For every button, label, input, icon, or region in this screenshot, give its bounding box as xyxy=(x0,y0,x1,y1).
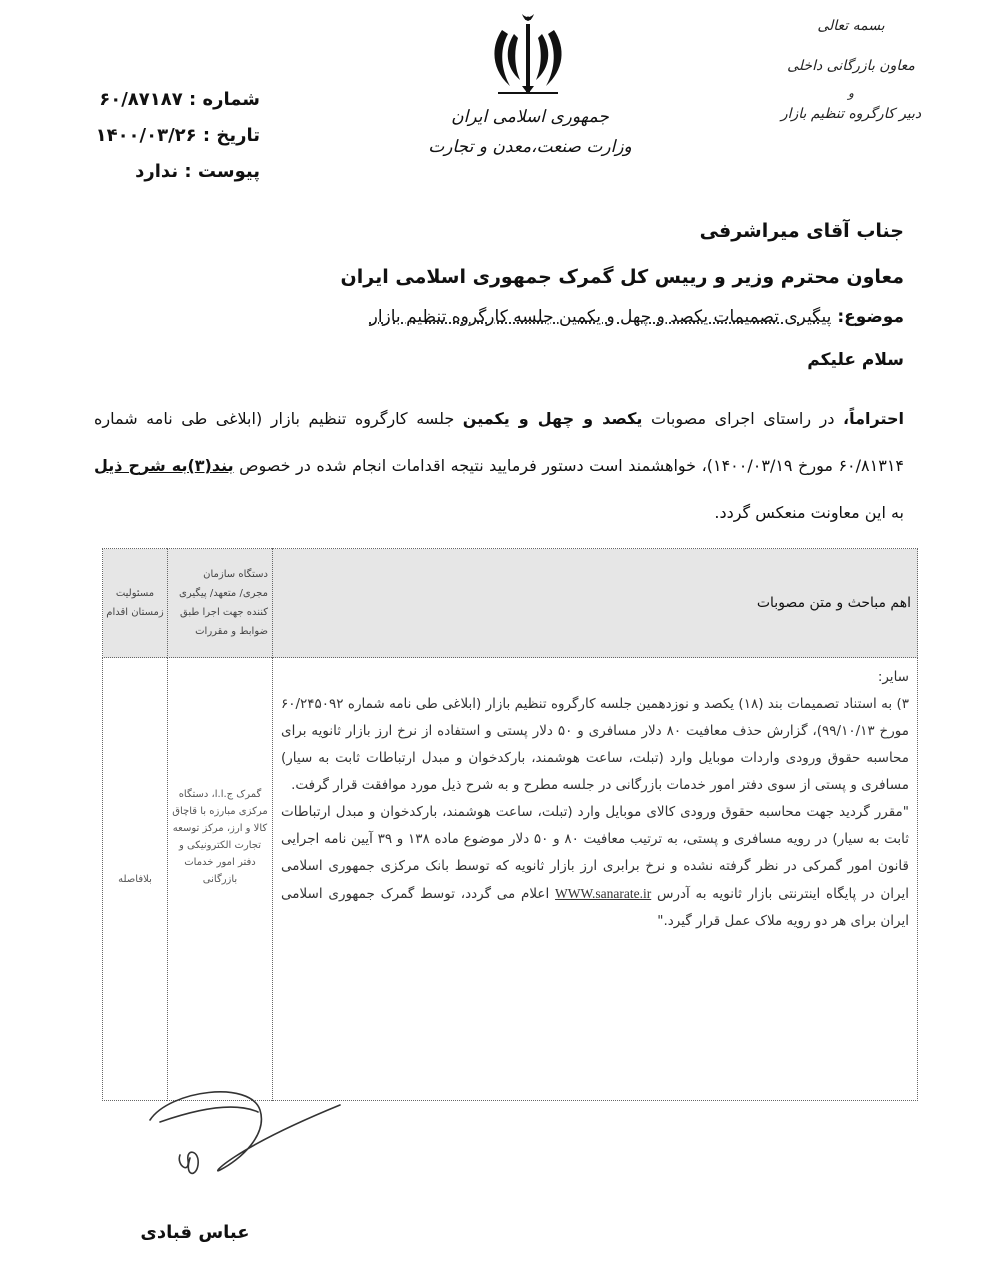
subject-line xyxy=(84,302,904,332)
sanarate-link[interactable]: WWW.sanarate.ir xyxy=(555,886,652,901)
addressee-title: معاون محترم وزیر و رییس کل گمرک جمهوری اسلامی ایران xyxy=(340,266,904,288)
row-resp-cell: بلافاصله xyxy=(103,658,168,1101)
handwritten-line-3: و xyxy=(848,86,854,100)
letter-number-label: شماره : xyxy=(189,89,260,110)
letter-attachment-label: پیوست : xyxy=(184,161,260,182)
body-bold-session: یکصد و چهل و یکمین xyxy=(462,409,643,428)
body-text-1: در راستای اجرای مصوبات xyxy=(642,409,844,428)
letter-attachment-value: ندارد xyxy=(135,161,179,182)
signature-image xyxy=(140,1080,350,1190)
handwritten-line-2: معاون بازرگانی داخلی xyxy=(787,58,915,74)
header-org: دستگاه سازمان مجری/ متعهد/ پیگیری کننده جهت اجرا طبق ضوابط و مقررات xyxy=(168,549,273,658)
letter-number xyxy=(60,82,260,118)
row-para-2 xyxy=(281,799,909,935)
table-row xyxy=(103,658,918,1101)
letter-meta xyxy=(60,82,260,190)
body-clause-ref: بند(۳)به شرح ذیل xyxy=(94,456,234,475)
subject-label: موضوع: xyxy=(837,307,904,327)
letter-date-label: تاریخ : xyxy=(202,125,260,146)
row-para-2b: اعلام می گردد، توسط گمرک جمهوری اسلامی ایران برای هر دو رویه ملاک عمل قرار گیرد." xyxy=(281,886,909,929)
row-para-1: ۳) به استناد تصمیمات بند (۱۸) یکصد و نوزدهمین جلسه کارگروه تنظیم بازار (ابلاغی طی نامه شماره ۶۰/۲۴۵۰۹۲ مورخ ۹۹/۱۰/۱۳)، گزارش حذف معافیت ۸۰ دلار مسافری و ۵۰ دلار پستی و استفاده از نرخ ارز بازار ثانویه برای محاسبه حقوق ورودی واردات موبایل وارد (تبلت، ساعت هوشمند، بارکدخوان و مبدل ارتباطات ثابت به سیار) مسافری و پستی از سوی دفتر امور خدمات بازرگانی در جلسه مطرح و به شرح ذیل مورد موافقت قرار گرفت. xyxy=(281,696,909,793)
iran-emblem-icon xyxy=(488,8,568,103)
body-text-2: جلسه کارگروه تنظیم بازار (ابلاغی طی نامه شماره ۶۰/۸۱۳۱۴ مورخ ۱۴۰۰/۰۳/۱۹)، خواهشمند است دستور فرمایید نتیجه اقدامات انجام شده در خصوص xyxy=(94,409,904,475)
letter-date-value: ۱۴۰۰/۰۳/۲۶ xyxy=(95,125,197,146)
resolutions-table xyxy=(102,548,918,1101)
table-header-row xyxy=(103,549,918,658)
row-para-2a: "مقرر گردید جهت محاسبه حقوق ورودی کالای موبایل وارد (تبلت، ساعت هوشمند، بارکدخوان و مبدل ارتباطات ثابت به سیار) در رویه مسافری و پستی، به ترتیب معافیت ۸۰ و ۵۰ دلار موضوع ماده ۱۳۸ و ۳۹ آیین نامه اجرایی قانون امور گمرکی در نظر گرفته نشده و نرخ برابری ارز بازار ثانویه که توسط بانک مرکزی جمهوری اسلامی ایران در پایگاه اینترنتی بازار ثانویه به آدرس xyxy=(281,804,910,902)
salutation: سلام علیکم xyxy=(807,350,904,370)
letterhead-ministry: وزارت صنعت،معدن و تجارت xyxy=(428,137,632,157)
letter-number-value: ۶۰/۸۷۱۸۷ xyxy=(99,89,183,110)
row-main-cell xyxy=(273,658,918,1101)
letterhead xyxy=(410,102,650,162)
handwritten-line-4: دبیر کارگروه تنظیم بازار xyxy=(780,106,922,122)
signatory-name: عباس قبادی xyxy=(140,1222,250,1243)
addressee-name: جناب آقای میراشرفی xyxy=(699,220,904,242)
header-resp: مسئولیت زمستان اقدام xyxy=(103,549,168,658)
body-paragraph xyxy=(94,395,904,536)
letter-date xyxy=(60,118,260,154)
row-section: سایر: xyxy=(877,669,909,685)
body-text-3: به این معاونت منعکس گردد. xyxy=(714,503,904,522)
handwritten-header xyxy=(736,18,966,122)
header-main: اهم مباحث و متن مصوبات xyxy=(273,549,918,658)
letter-attachment xyxy=(60,154,260,190)
addressee xyxy=(84,208,904,300)
body-opening: احتراماً، xyxy=(843,409,904,428)
row-org-cell: گمرک ج.ا.ا، دستگاه مرکزی مبارزه با قاچاق کالا و ارز، مرکز توسعه تجارت الکترونیکی و دفتر امور خدمات بازرگانی xyxy=(168,658,273,1101)
subject-text: پیگیری تصمیمات یکصد و چهل و یکمین جلسه کارگروه تنظیم بازار xyxy=(369,307,832,327)
letterhead-country: جمهوری اسلامی ایران xyxy=(451,107,609,127)
handwritten-line-1: بسمه تعالی xyxy=(817,18,885,34)
